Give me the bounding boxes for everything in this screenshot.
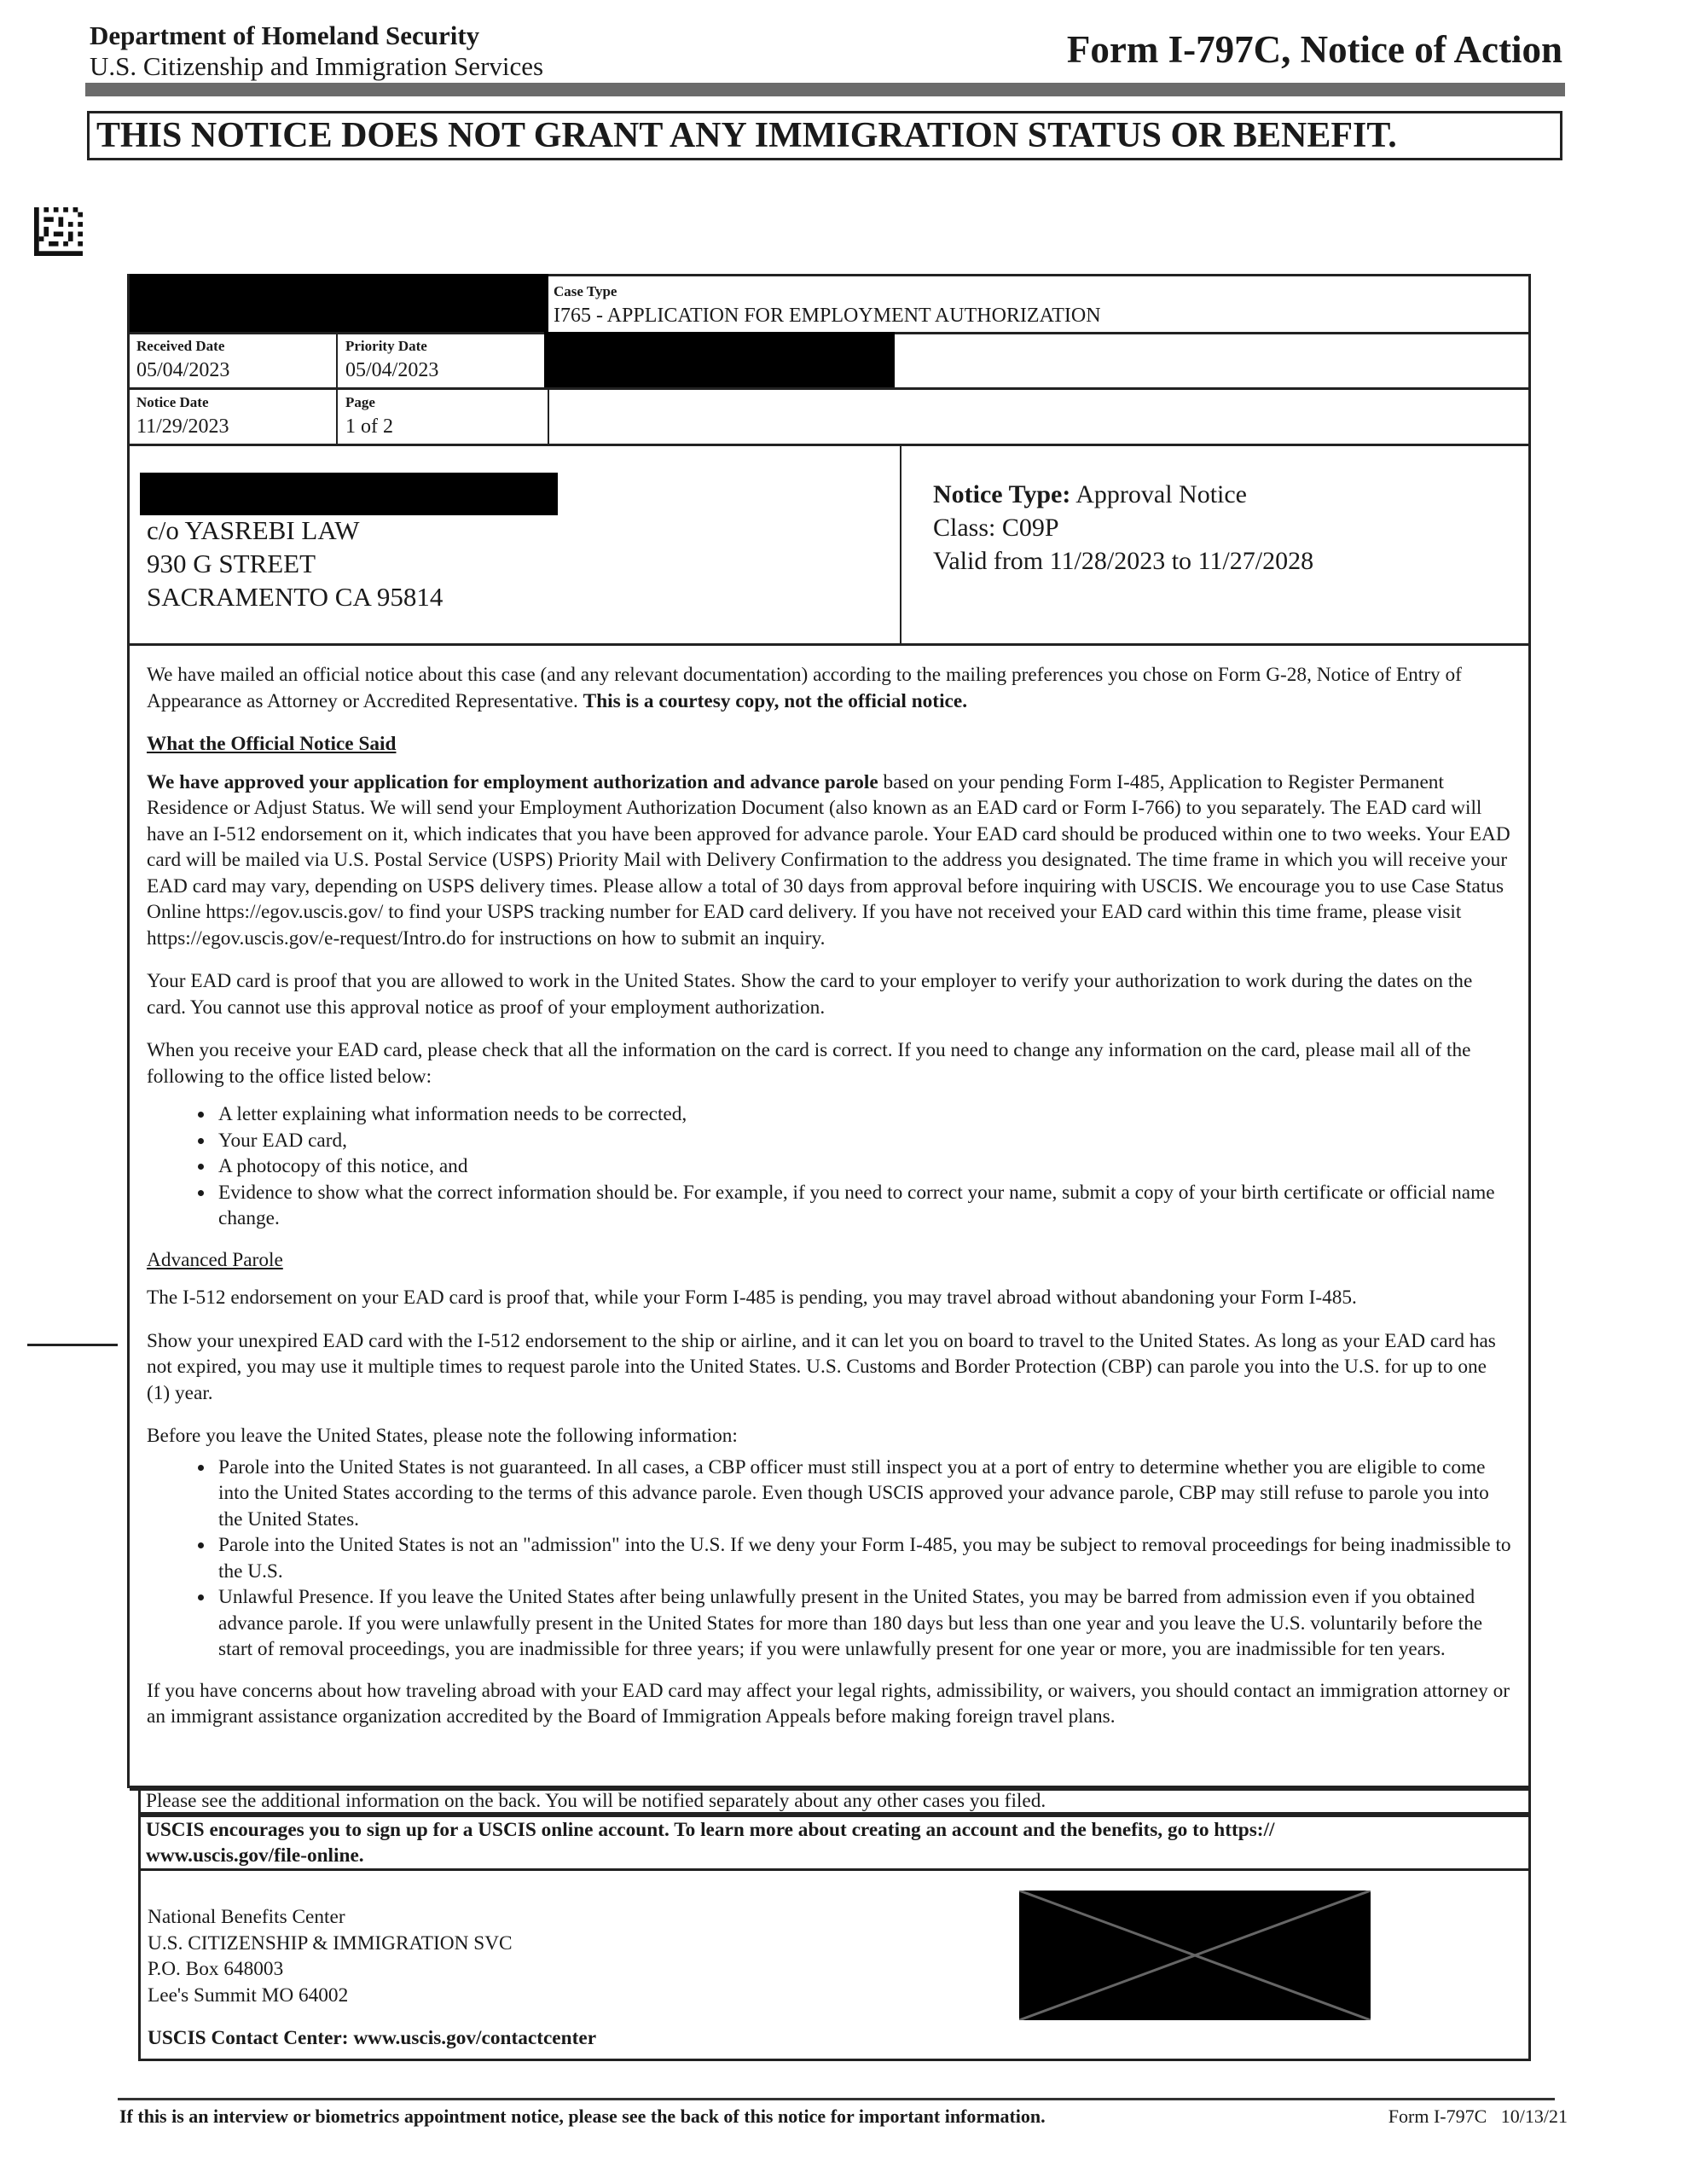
list-item: • Unlawful Presence. If you leave the United States after being unlawfully present in the United States, you may be barred from admission even if you obtained advance parole. If you were unlawfully present in the United States for more than 180 days but less than one year and you leave the U.S. voluntarily before the start of removal proceedings, you are inadmissible for three years; if you were unlawfully present for one year or more, you are inadmissible for ten years.	[215, 1584, 1511, 1663]
redacted-signature	[1019, 1891, 1371, 2020]
travel-paragraph: Show your unexpired EAD card with the I-512 endorsement to the ship or airline, and it can let you on board to travel to the United States. As long as your EAD card has not expired, you may use it multiple times to request parole into the United States. U.S. Customs and Border Protection (CBP) can parole you into the U.S. for up to one (1) year.	[147, 1329, 1496, 1404]
footer-form-id: Form I-797C 10/13/21	[1388, 2106, 1568, 2127]
ead-proof-paragraph: Your EAD card is proof that you are allowed to work in the United States. Show the card to your employer to verify your authorization to work during the dates on the card. You cannot use this approval notice as proof of your employment authorization.	[147, 970, 1473, 1019]
case-type-label: Case Type	[554, 283, 617, 299]
margin-mark	[27, 1344, 118, 1346]
page-value: 1 of 2	[345, 415, 393, 438]
office-line: Lee's Summit MO 64002	[148, 1984, 349, 2007]
redacted-receipt-number	[130, 274, 548, 332]
header-bar	[85, 83, 1565, 96]
footer-divider	[118, 2098, 1555, 2100]
before-leave-paragraph: Before you leave the United States, please note the following information:	[147, 1425, 738, 1447]
priority-date-label: Priority Date	[345, 338, 427, 354]
office-line: National Benefits Center	[148, 1906, 345, 1928]
received-date-value: 05/04/2023	[136, 359, 230, 381]
notice-class: Class: C09P	[933, 514, 1059, 542]
approval-details: based on your pending Form I-485, Application to Register Permanent Residence or Adjust Status. We will send your Employment Authorization Document (also known as an EAD card or Form I-766) to you separately. The EAD card will have an I-512 endorsement on it, which indicates that you have been approved for advance parole. Your EAD card should be produced within one to two weeks. Your EAD card will be mailed via U.S. Postal Service (USPS) Priority Mail with Delivery Confirmation to the address you designated. The time frame in which you will receive your EAD card may vary, depending on USPS delivery times. Please allow a total of 30 days from approval before inquiring with USCIS. We encourage you to use Case Status Online https://egov.uscis.gov/ to find your USPS tracking number for EAD card delivery. If you have not received your EAD card within this time frame, please visit https://egov.uscis.gov/e-request/Intro.do for instructions on how to submit an inquiry.	[147, 770, 1510, 950]
notice-table	[127, 274, 1531, 1788]
office-line: P.O. Box 648003	[148, 1958, 284, 1980]
redacted-field	[544, 332, 895, 388]
agency-name: U.S. Citizenship and Immigration Services	[90, 51, 544, 81]
list-item: • Evidence to show what the correct information should be. For example, if you need to correct your name, submit a copy of your birth certificate or official name change.	[215, 1180, 1511, 1232]
mailing-address	[147, 514, 443, 613]
list-item: • A letter explaining what information needs to be corrected,	[215, 1101, 1511, 1128]
section-heading: What the Official Notice Said	[147, 733, 397, 755]
concerns-paragraph: If you have concerns about how traveling abroad with your EAD card may affect your legal rights, admissibility, or waivers, you should contact an immigration attorney or an immigrant assistance organization accredited by the Board of Immigration Appeals before making foreign travel plans.	[147, 1679, 1510, 1728]
notice-type-label: Notice Type:	[933, 480, 1071, 508]
notice-date-label: Notice Date	[136, 394, 209, 410]
intro-text: We have mailed an official notice about this case (and any relevant documentation) according to the mailing preferences you chose on Form G-28, Notice of Entry of Appearance as Attorney or Accredited Representative.	[147, 664, 1462, 712]
online-account-note: USCIS encourages you to sign up for a USCIS online account. To learn more about creating an account and the benefits, go to https:// www.uscis.gov/file-online.	[146, 1819, 1275, 1867]
address-line: 930 G STREET	[147, 549, 316, 578]
correction-paragraph: When you receive your EAD card, please check that all the information on the card is correct. If you need to change any information on the card, please mail all of the following to the office listed below:	[147, 1039, 1471, 1088]
notice-body	[147, 662, 1511, 1747]
footer-note: If this is an interview or biometrics appointment notice, please see the back of this notice for important information.	[119, 2106, 1046, 2127]
page-label: Page	[345, 394, 375, 410]
list-item: • Parole into the United States is not an "admission" into the U.S. If we deny your Form I-485, you may be subject to removal proceedings for being inadmissible to the U.S.	[215, 1532, 1511, 1584]
notice-date-value: 11/29/2023	[136, 415, 229, 438]
list-item: • Your EAD card,	[215, 1128, 1511, 1154]
list-item: • Parole into the United States is not guaranteed. In all cases, a CBP officer must still inspect you at a port of entry to determine whether you are eligible to come into the United States according to the terms of this advance parole. Even though USCIS approved your advance parole, CBP may still refuse to parole you into the United States.	[215, 1455, 1511, 1533]
priority-date-value: 05/04/2023	[345, 359, 439, 381]
address-line: c/o YASREBI LAW	[147, 515, 360, 545]
i512-paragraph: The I-512 endorsement on your EAD card is proof that, while your Form I-485 is pending, you may travel abroad without abandoning your Form I-485.	[147, 1287, 1357, 1309]
form-title: Form I-797C, Notice of Action	[1066, 28, 1562, 71]
department-name: Department of Homeland Security	[90, 20, 480, 50]
approval-statement: We have approved your application for employment authorization and advance parole	[147, 770, 878, 793]
disclaimer-banner: THIS NOTICE DOES NOT GRANT ANY IMMIGRATION STATUS OR BENEFIT.	[87, 111, 1562, 160]
section-heading: Advanced Parole	[147, 1248, 283, 1271]
notice-validity: Valid from 11/28/2023 to 11/27/2028	[933, 547, 1314, 575]
redacted-recipient-name	[140, 473, 558, 515]
office-line: U.S. CITIZENSHIP & IMMIGRATION SVC	[148, 1931, 513, 1955]
office-address	[148, 1904, 513, 2008]
contact-center: USCIS Contact Center: www.uscis.gov/contactcenter	[148, 2027, 597, 2049]
list-item: • A photocopy of this notice, and	[215, 1153, 1511, 1180]
additional-info-note: Please see the additional information on the back. You will be notified separately about any other cases you filed.	[146, 1790, 1046, 1812]
correction-list	[147, 1101, 1511, 1232]
notice-type-value: Approval Notice	[1075, 480, 1247, 508]
address-line: SACRAMENTO CA 95814	[147, 582, 443, 612]
courtesy-copy-note: This is a courtesy copy, not the official notice.	[583, 689, 968, 712]
received-date-label: Received Date	[136, 338, 225, 354]
barcode-icon	[34, 207, 83, 256]
travel-notes-list	[147, 1455, 1511, 1663]
notice-info	[933, 478, 1313, 578]
case-type-value: I765 - APPLICATION FOR EMPLOYMENT AUTHORIZATION	[554, 305, 1101, 327]
